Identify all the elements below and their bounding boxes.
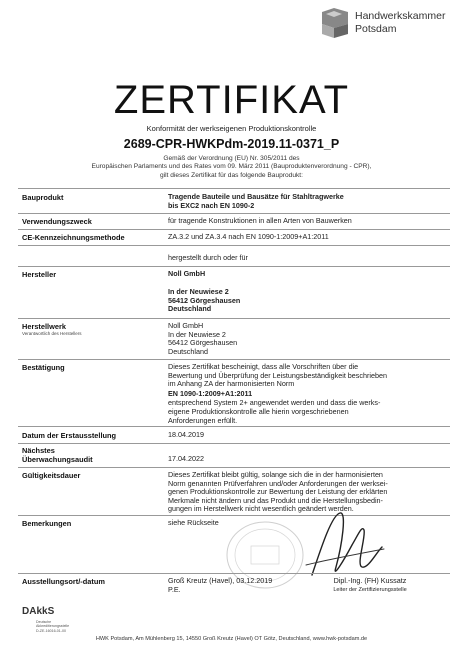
divider	[18, 229, 450, 230]
value-gueltigkeitsdauer: Dieses Zertifikat bleibt gültig, solange sich die in der harmonisierten Norm genannten Prüfverfahren und/oder Anforderungen der werksei- genen Produktionskontrolle zur Bewertung der Leistung der erklärten Merkmale nicht ändern und das Produkt und die Herstellungsbedin- gungen im Herstellwerk nicht wesentlich geändert werden.	[168, 470, 388, 514]
divider	[18, 318, 450, 319]
legal-preamble: Gemäß der Verordnung (EU) Nr. 305/2011 des Europäischen Parlaments und des Rates vom 09. März 2011 (Bauproduktenverordnung - CPR), gilt dieses Zertifikat für das folgende Bauprodukt:	[91, 155, 372, 179]
divider	[18, 443, 450, 444]
divider	[18, 188, 450, 189]
label-bemerkungen: Bemerkungen	[22, 519, 72, 528]
label-ce-kennzeichnung: CE-Kennzeichnungsmethode	[22, 233, 125, 242]
dakks-subtext: Deutsche Akkreditierungsstelle D-ZE-16016-01-00	[36, 620, 70, 633]
value-ueberwachungsaudit: 17.04.2022	[168, 454, 204, 463]
divider	[18, 467, 450, 468]
footer-address: HWK Potsdam, Am Mühlenberg 15, 14550 Groß Kreutz (Havel) OT Götz, Deutschland, www.hwk-potsdam.de	[95, 636, 368, 642]
signer-role: Leiter der Zertifizierungsstelle	[333, 586, 407, 593]
label-ueberwachungsaudit: Nächstes Überwachungsaudit	[22, 446, 93, 464]
dakks-logo-text: DAkkS	[22, 606, 55, 617]
dakks-logo	[22, 606, 82, 634]
document-title: ZERTIFIKAT	[113, 78, 350, 122]
divider	[18, 213, 450, 214]
label-verwendungszweck: Verwendungszweck	[22, 217, 92, 226]
value-bestaetigung: Dieses Zertifikat bescheinigt, dass alle Vorschriften über die Bewertung und Überprüfung der Leistungsbeständigkeit beschrieben im Anhang ZA der harmonisierten Norm EN 1090-1:2009+A1:2011 entsprechend System 2+ angewendet werden und dass die werks- eigene Produktionskontrolle alle hierin vorgeschriebenen Anforderungen erfüllt.	[168, 363, 443, 425]
signer-block	[295, 577, 445, 594]
divider	[18, 359, 450, 360]
hergestellt-durch: hergestellt durch oder für	[168, 253, 248, 262]
value-hersteller-name: Noll GmbH	[168, 269, 206, 278]
value-bemerkungen: siehe Rückseite	[168, 518, 219, 527]
value-hersteller-address: In der Neuwiese 2 56412 Görgeshausen Deutschland	[168, 287, 241, 314]
divider	[18, 573, 450, 574]
value-verwendungszweck: für tragende Konstruktionen in allen Arten von Bauwerken	[168, 216, 352, 225]
org-name-line2: Potsdam	[355, 23, 397, 35]
value-bauprodukt: Tragende Bauteile und Bausätze für Stahltragwerke bis EXC2 nach EN 1090-2	[168, 192, 344, 210]
label-bauprodukt: Bauprodukt	[22, 193, 64, 202]
label-gueltigkeitsdauer: Gültigkeitsdauer	[22, 471, 81, 480]
value-herstellwerk: Noll GmbH In der Neuwiese 2 56412 Görgeshausen Deutschland	[168, 321, 238, 356]
signer-name: Dipl.-Ing. (FH) Kussatz	[333, 576, 407, 585]
value-ce-kennzeichnung: ZA.3.2 und ZA.3.4 nach EN 1090-1:2009+A1:2011	[168, 232, 329, 241]
header-logo	[320, 8, 455, 42]
label-bestaetigung: Bestätigung	[22, 363, 65, 372]
divider	[18, 266, 450, 267]
label-herstellwerk: Herstellwerk	[22, 322, 66, 331]
label-ausstellung: Ausstellungsort/-datum	[22, 577, 105, 586]
hwk-logo-icon	[320, 8, 350, 38]
divider	[18, 245, 450, 246]
org-name-line1: Handwerkskammer	[355, 10, 446, 22]
document-subtitle: Konformität der werkseigenen Produktionskontrolle	[146, 124, 317, 133]
divider	[18, 426, 450, 427]
label-erstausstellung: Datum der Erstausstellung	[22, 431, 117, 440]
label-hersteller: Hersteller	[22, 270, 57, 279]
certificate-number: 2689-CPR-HWKPdm-2019.11-0371_P	[123, 137, 340, 151]
value-erstausstellung: 18.04.2019	[168, 430, 204, 439]
value-ausstellungsort: Groß Kreutz (Havel), 03.12.2019 P.E.	[168, 576, 273, 594]
value-norm: EN 1090-1:2009+A1:2011	[168, 388, 253, 398]
sublabel-herstellwerk: Verantwortlich des Herstellers	[22, 331, 82, 336]
